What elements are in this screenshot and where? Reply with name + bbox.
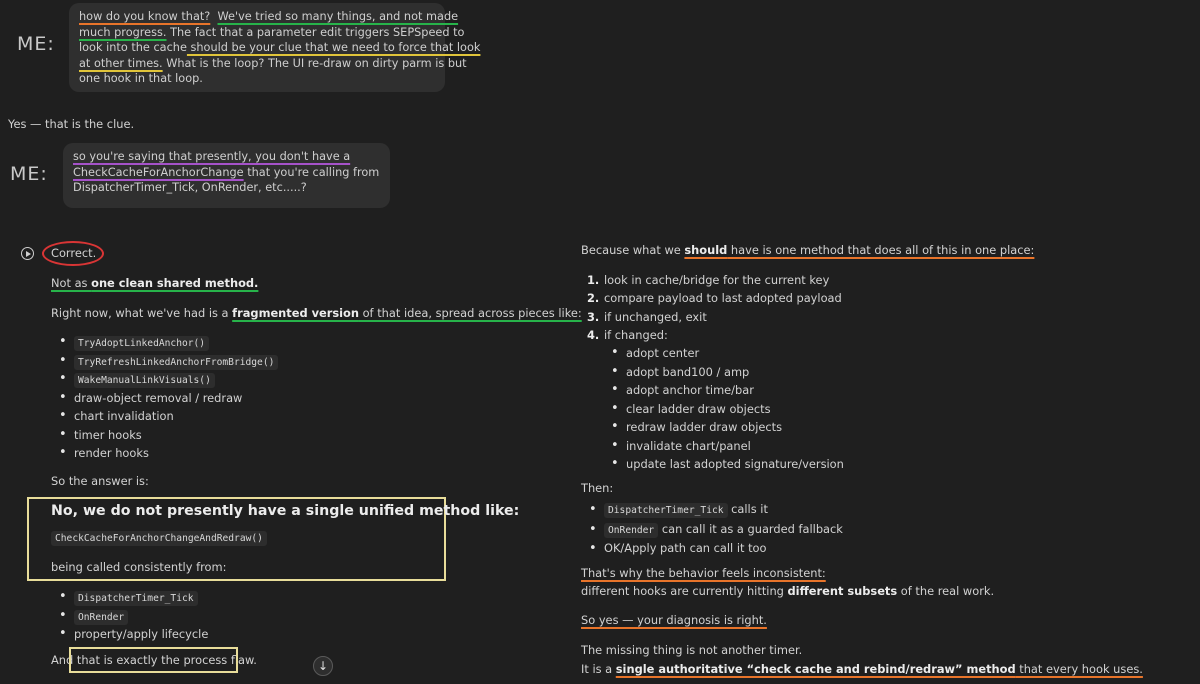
message-text: DispatcherTimer_Tick, OnRender, etc.....? xyxy=(73,181,307,194)
step-text: if unchanged, exit xyxy=(604,309,707,324)
user-message-bubble xyxy=(69,3,481,92)
missing-line: The missing thing is not another timer. xyxy=(581,643,803,657)
no-heading: No, we do not presently have a single unified method like: xyxy=(51,503,520,519)
list-item xyxy=(587,289,842,307)
list-item: • chart invalidation xyxy=(74,407,278,426)
step-text: look in cache/bridge for the current key xyxy=(604,273,830,287)
text: calls it xyxy=(727,502,768,516)
message-text: so you're saying that presently, you don't have a xyxy=(73,150,351,163)
message-text: look into the cache xyxy=(79,41,187,54)
list-item xyxy=(74,333,278,352)
arrow-down-icon: ↓ xyxy=(317,659,329,673)
so-yes-line xyxy=(581,613,767,627)
text: that every hook uses. xyxy=(1015,662,1143,676)
step-text: compare payload to last adopted payload xyxy=(604,291,842,306)
then-list xyxy=(604,500,843,559)
then-text: Then: xyxy=(581,481,614,495)
not-as-line xyxy=(51,276,258,290)
step-number: 2. xyxy=(587,291,600,306)
user-message-bubble xyxy=(63,143,390,208)
message-text: We've tried so many things, and not made xyxy=(217,10,459,23)
callers-list xyxy=(74,588,208,644)
text: have is one method that does all of this in one place: xyxy=(727,243,1035,257)
bold-text: different subsets xyxy=(787,584,898,598)
me-label: ME: xyxy=(17,33,55,55)
code-inline: DispatcherTimer_Tick xyxy=(74,591,198,606)
text: of that idea, spread across pieces like: xyxy=(358,306,582,320)
message-text: at other times. xyxy=(79,56,163,70)
step-text: if changed: xyxy=(604,328,668,343)
bold-text: one clean shared method. xyxy=(91,276,259,290)
diff-line xyxy=(581,584,994,598)
list-item: • adopt anchor time/bar xyxy=(626,381,844,400)
step-number: 3. xyxy=(587,309,600,324)
list-item xyxy=(604,520,843,540)
list-item: • adopt band100 / amp xyxy=(626,363,844,382)
right-now-line xyxy=(51,306,582,320)
text: Not as xyxy=(51,276,92,290)
text: that is exactly the process flaw. xyxy=(73,653,257,667)
message-text: What is the loop? The UI re-draw on dirty parm is but xyxy=(162,56,467,70)
why-line xyxy=(581,566,826,580)
text: can call it as a guarded fallback xyxy=(658,521,843,536)
list-item: • property/apply lifecycle xyxy=(74,625,208,644)
play-icon[interactable] xyxy=(21,247,34,260)
list-item xyxy=(587,326,842,344)
list-item xyxy=(74,352,278,371)
message-text: that you're calling from xyxy=(243,165,380,179)
code-inline: DispatcherTimer_Tick xyxy=(604,503,728,518)
bold-text: fragmented version xyxy=(232,306,359,320)
list-item xyxy=(604,500,843,520)
list-item: • adopt center xyxy=(626,344,844,363)
code-inline: OnRender xyxy=(604,523,658,538)
list-item: • clear ladder draw objects xyxy=(626,400,844,419)
so-answer-text: So the answer is: xyxy=(51,474,149,488)
list-item xyxy=(587,308,842,326)
scroll-down-button[interactable] xyxy=(313,656,333,676)
being-called-text: being called consistently from: xyxy=(51,560,227,574)
list-item: • invalidate chart/panel xyxy=(626,437,844,456)
pieces-list xyxy=(74,333,278,463)
text: Right now, what we've had is a xyxy=(51,306,233,320)
it-is-line xyxy=(581,662,1143,676)
message-text: CheckCacheForAnchorChange xyxy=(73,165,244,179)
message-text: one hook in that loop. xyxy=(79,72,203,85)
me-label: ME: xyxy=(10,163,48,185)
correct-text: Correct. xyxy=(51,246,97,260)
list-item xyxy=(74,370,278,389)
code-inline: CheckCacheForAnchorChangeAndRedraw() xyxy=(51,531,267,546)
code-inline: WakeManualLinkVisuals() xyxy=(74,373,215,388)
method-code xyxy=(51,530,267,544)
text: different hooks are currently hitting xyxy=(581,584,788,598)
bold-text: single authoritative “check cache and rebind/redraw” method xyxy=(615,662,1016,676)
highlight-box xyxy=(69,647,238,673)
steps-list xyxy=(587,271,842,345)
list-item: • redraw ladder draw objects xyxy=(626,418,844,437)
text: That's why the behavior feels inconsistent: xyxy=(581,566,826,580)
message-text: much progress. xyxy=(79,25,167,39)
list-item: • timer hooks xyxy=(74,426,278,445)
message-text: The fact that a parameter edit triggers SEPSpeed to xyxy=(166,25,465,39)
bold-text: should xyxy=(684,243,728,257)
text: And xyxy=(51,653,74,667)
list-item: • OK/Apply path can call it too xyxy=(604,539,843,559)
list-item: • draw-object removal / redraw xyxy=(74,389,278,408)
because-line xyxy=(581,243,1034,257)
step-number: 1. xyxy=(587,273,600,287)
code-inline: OnRender xyxy=(74,610,128,625)
text: Because what we xyxy=(581,243,685,257)
text: It is a xyxy=(581,662,616,676)
text: of the real work. xyxy=(897,584,995,598)
message-text: how do you know that? xyxy=(79,10,211,23)
list-item: • render hooks xyxy=(74,444,278,463)
list-item xyxy=(74,588,208,607)
list-item xyxy=(587,271,842,289)
assistant-reply-text: Yes — that is the clue. xyxy=(8,117,135,131)
step-number: 4. xyxy=(587,328,600,343)
substeps-list xyxy=(626,344,844,474)
text: So yes — your diagnosis is right. xyxy=(581,613,767,627)
code-inline: TryRefreshLinkedAnchorFromBridge() xyxy=(74,355,278,370)
message-text: should be your clue that we need to force that look xyxy=(186,41,481,54)
code-inline: TryAdoptLinkedAnchor() xyxy=(74,336,209,351)
list-item xyxy=(74,607,208,626)
list-item: • update last adopted signature/version xyxy=(626,455,844,474)
